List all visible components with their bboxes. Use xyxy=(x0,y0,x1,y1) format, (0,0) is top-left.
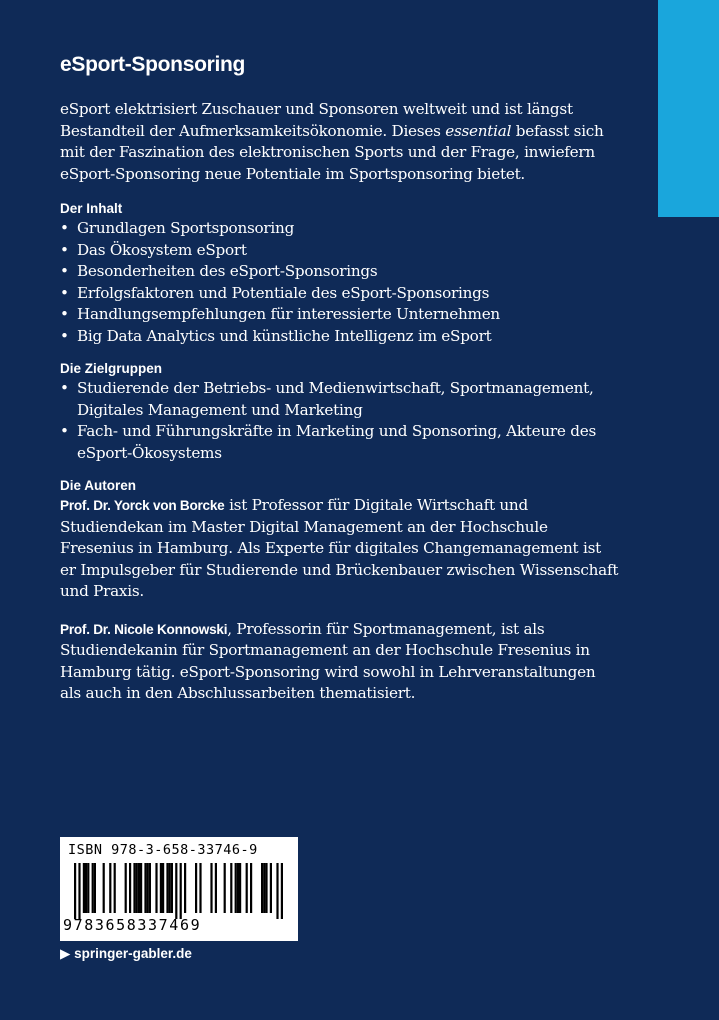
barcode-bar xyxy=(85,863,87,913)
book-title: eSport-Sponsoring xyxy=(60,53,246,76)
barcode-bar xyxy=(235,863,237,913)
barcode-bar xyxy=(281,863,283,919)
list-item: • Fach- und Führungskräfte in Marketing und Sponsoring, Akteure des eSport-Ökosystems xyxy=(60,421,620,464)
barcode-bar xyxy=(270,863,272,913)
barcode-bar xyxy=(136,863,138,913)
list-item: • Das Ökosystem eSport xyxy=(60,240,620,262)
accent-tab xyxy=(658,0,719,217)
author2-paragraph xyxy=(60,619,620,705)
barcode-bar xyxy=(166,863,168,913)
barcode-bar xyxy=(239,863,241,913)
barcode-bar xyxy=(230,863,232,913)
barcode-bar xyxy=(125,863,127,913)
barcode-bar xyxy=(160,863,162,913)
author1-bio: ist Professor für Digitale Wirtschaft und Studiendekan im Master Digital Management an der Hochschule Fresenius in Hamburg. Als Experte für digitales Changemanagement ist er Impulsgeber für Studierende und Brückenbauer zwischen Wissenschaft und Praxis. xyxy=(60,496,619,600)
barcode-bar xyxy=(87,863,89,913)
barcode-bar xyxy=(155,863,157,913)
barcode-bar xyxy=(162,863,164,913)
barcode-bar xyxy=(169,863,171,913)
barcode-bar xyxy=(199,863,201,913)
zielgruppen-list xyxy=(60,378,620,464)
barcode-bar xyxy=(94,863,96,913)
barcode-bar xyxy=(195,863,197,913)
list-item: • Grundlagen Sportsponsoring xyxy=(60,218,620,240)
barcode-bar xyxy=(83,863,85,913)
list-item: • Handlungsempfehlungen für interessierte Unternehmen xyxy=(60,304,620,326)
barcode-bar xyxy=(210,863,212,913)
author1-paragraph xyxy=(60,495,620,603)
barcode-bar xyxy=(149,863,151,913)
intro-text-2: befasst sich mit der Faszination des elektronischen Sports und der Frage, inwiefern eSport-Sponsoring neue Potentiale im Sportsponsoring bietet. xyxy=(60,121,604,183)
author2-name: Prof. Dr. Nicole Konnowski xyxy=(60,621,228,637)
barcode-bar xyxy=(224,863,226,913)
barcode-bar xyxy=(265,863,267,913)
barcode-bar xyxy=(246,863,248,913)
barcode-bar xyxy=(133,863,135,913)
barcode-bar xyxy=(276,863,278,919)
barcode-bar xyxy=(215,863,217,913)
author2-bio: , Professorin für Sportmanagement, ist als Studiendekanin für Sportmanagement an der Hochschule Fresenius in Hamburg tätig. eSport-Sponsoring wird sowohl in Lehrveranstaltungen als auch in den Abschlussarbeiten thematisiert. xyxy=(60,619,596,702)
barcode-bar xyxy=(140,863,142,913)
barcode-bar xyxy=(237,863,239,913)
zielgruppen-heading: Die Zielgruppen xyxy=(60,361,163,376)
barcode-bar xyxy=(250,863,252,913)
barcode-bar xyxy=(129,863,131,913)
barcode-bar xyxy=(114,863,116,913)
barcode-bar xyxy=(103,863,105,913)
intro-text-1: eSport elektrisiert Zuschauer und Sponsoren weltweit und ist längst Bestandteil der Aufmerksamkeitsökonomie. Dieses xyxy=(60,100,573,140)
barcode-bar xyxy=(138,863,140,913)
back-cover-text xyxy=(60,53,620,721)
barcode-bar xyxy=(74,863,76,919)
barcode-bar xyxy=(180,863,182,919)
barcode-box xyxy=(60,837,298,941)
barcode-bar xyxy=(109,863,111,913)
publisher-link[interactable]: ▶ springer-gabler.de xyxy=(60,946,192,961)
barcode-bar xyxy=(92,863,94,913)
barcode-bar xyxy=(78,863,80,919)
intro-italic: essential xyxy=(445,121,512,140)
barcode-bars xyxy=(60,863,298,919)
author1-name: Prof. Dr. Yorck von Borcke xyxy=(60,498,225,513)
inhalt-list xyxy=(60,218,620,347)
intro-paragraph xyxy=(60,99,620,185)
isbn-label: ISBN 978-3-658-33746-9 xyxy=(68,842,258,858)
barcode-bar xyxy=(175,863,177,919)
list-item: • Big Data Analytics und künstliche Intelligenz im eSport xyxy=(60,326,620,348)
barcode-bar xyxy=(144,863,146,913)
barcode-digits: 9783658337469 xyxy=(63,916,202,934)
autoren-heading: Die Autoren xyxy=(60,478,137,493)
list-item: • Besonderheiten des eSport-Sponsorings xyxy=(60,261,620,283)
barcode-bar xyxy=(171,863,173,913)
barcode-bar xyxy=(261,863,263,913)
barcode-bar xyxy=(184,863,186,913)
barcode-bar xyxy=(147,863,149,913)
barcode-bar xyxy=(263,863,265,913)
inhalt-heading: Der Inhalt xyxy=(60,201,123,216)
list-item: • Studierende der Betriebs- und Medienwirtschaft, Sportmanagement, Digitales Management und Marketing xyxy=(60,378,620,421)
list-item: • Erfolgsfaktoren und Potentiale des eSport-Sponsorings xyxy=(60,283,620,305)
